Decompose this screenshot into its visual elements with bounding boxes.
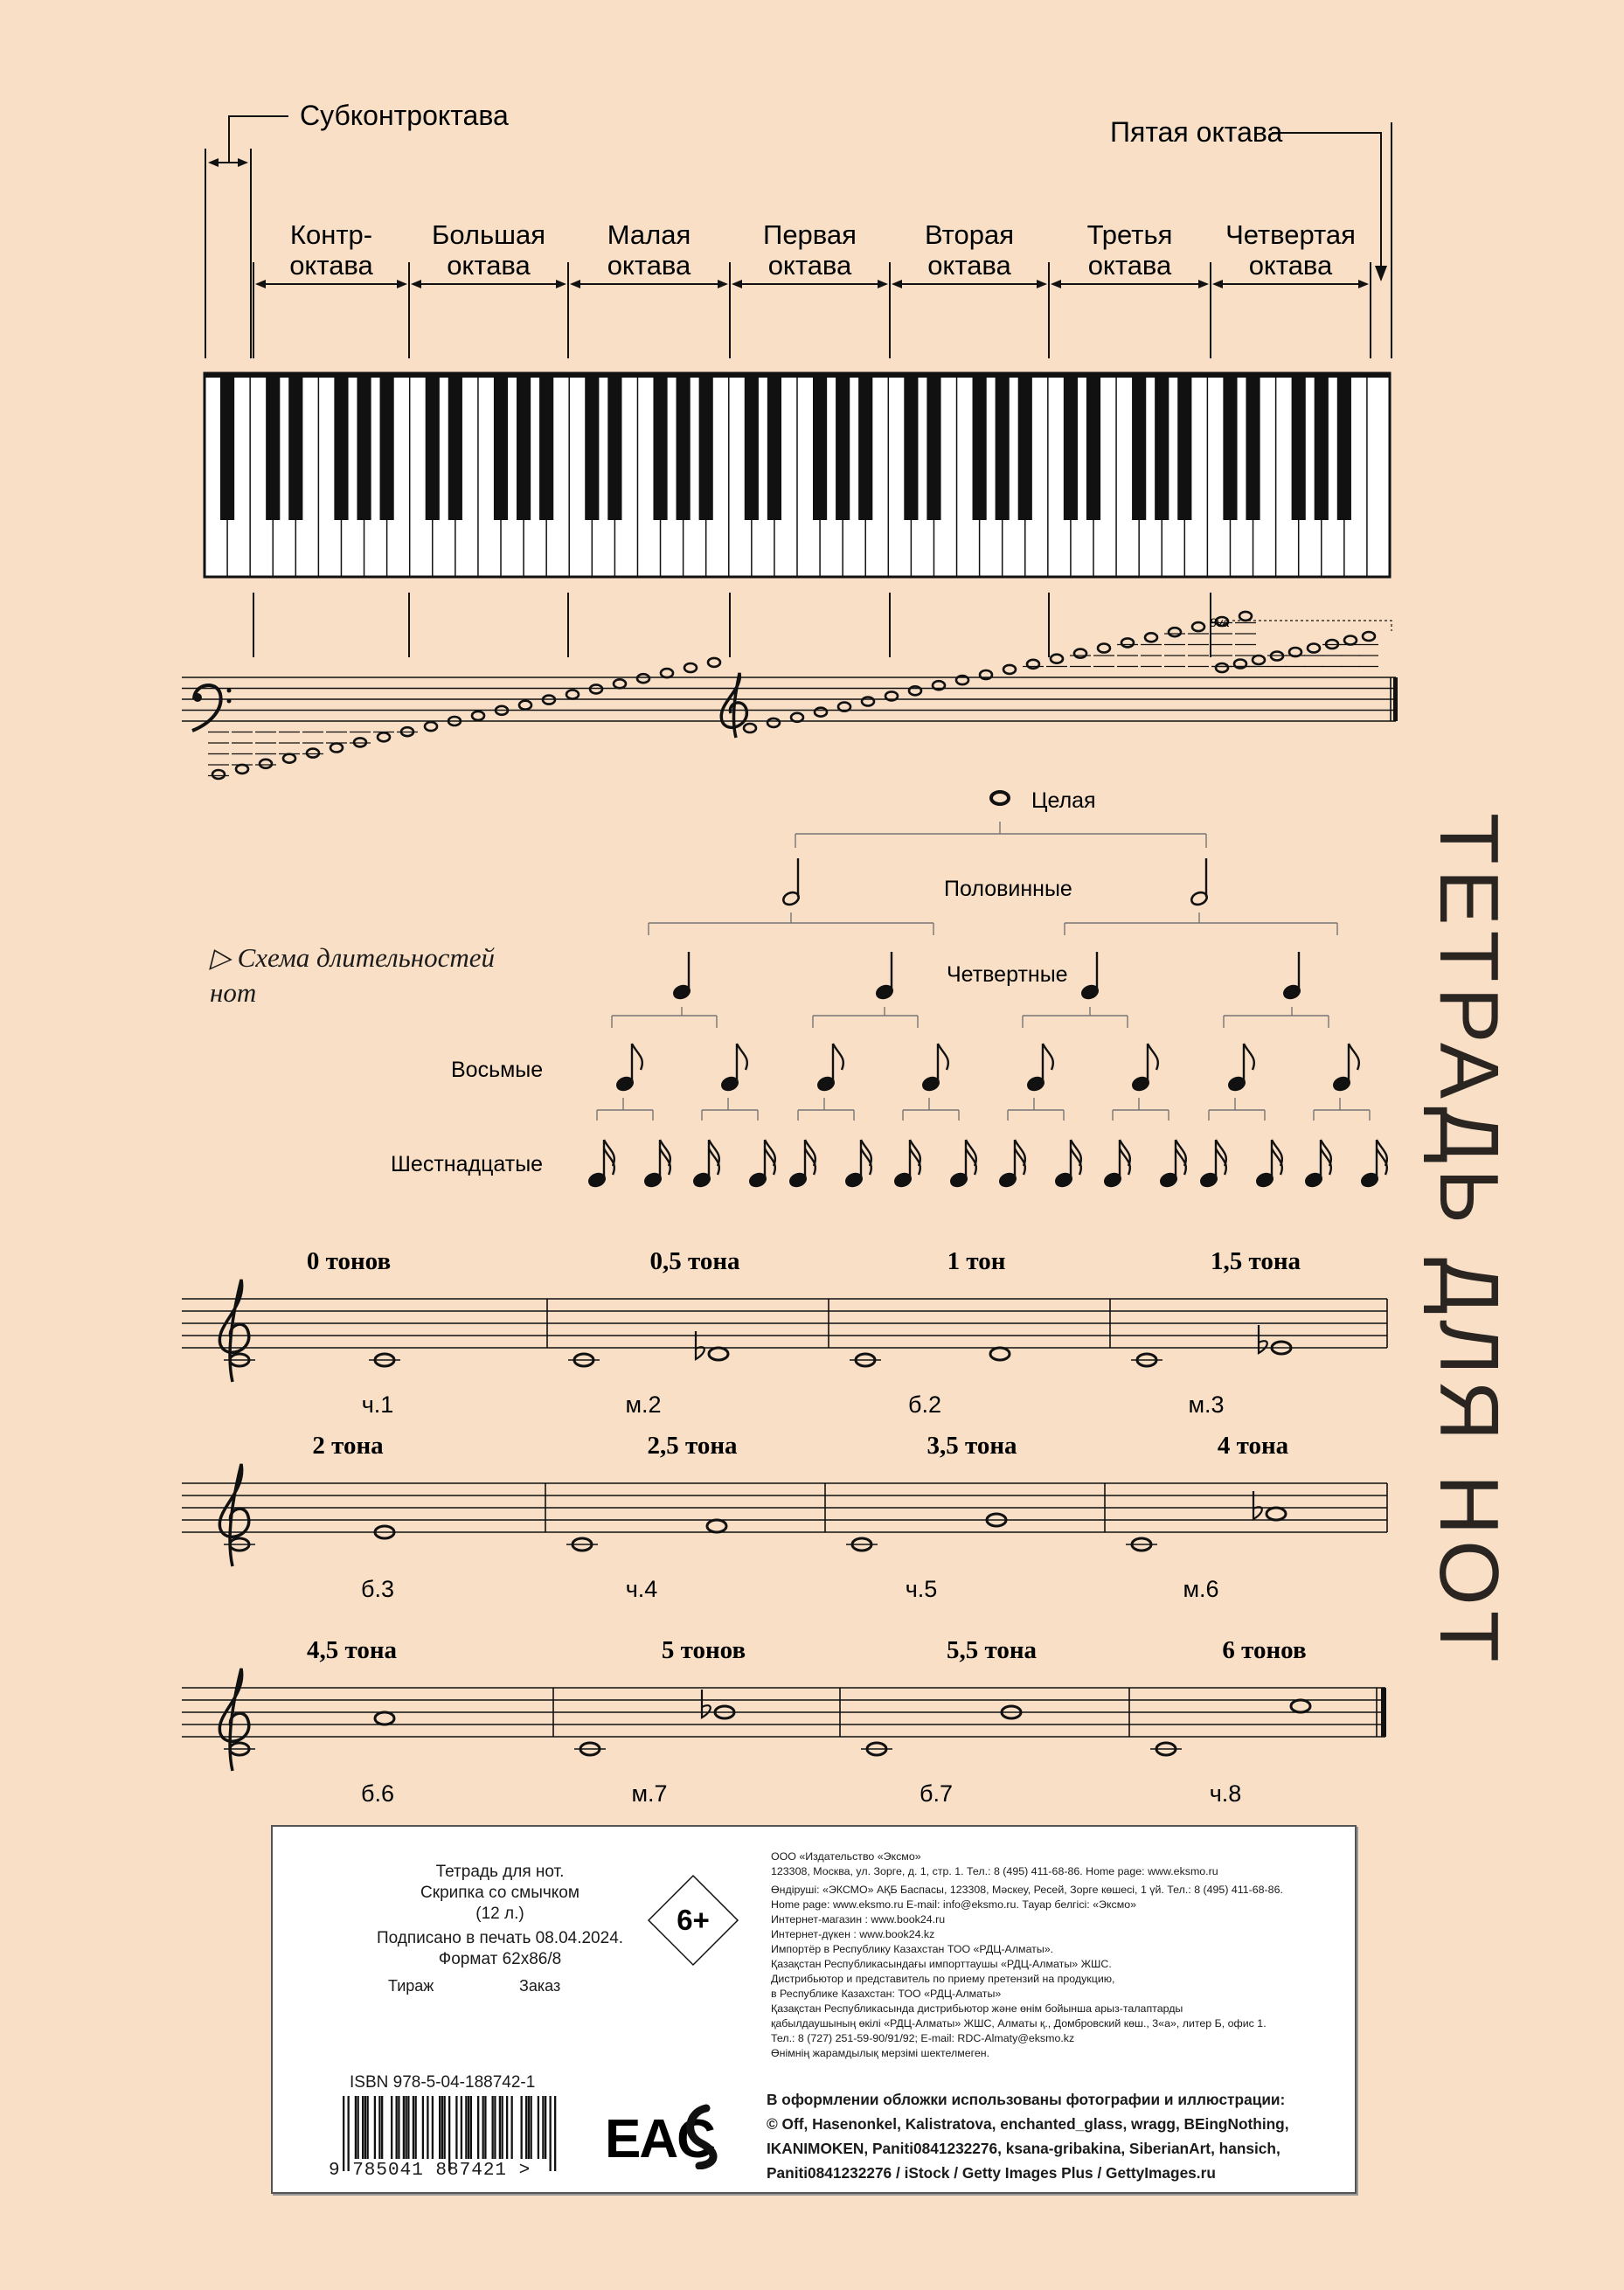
publisher-line: Импортёр в Республику Казахстан ТОО «РДЦ-Алматы». [771, 1943, 1054, 1955]
whole-note [1291, 1700, 1310, 1712]
black-key [996, 373, 1010, 520]
credits-line: В оформлении обложки использованы фотографии и иллюстрации: [767, 2091, 1286, 2108]
sixteenth-note-icon [1304, 1140, 1331, 1188]
sixteenth-note-icon [587, 1140, 614, 1188]
sixteenth-note-icon [949, 1140, 976, 1188]
arrowhead [1375, 266, 1387, 281]
barcode-bar [422, 2096, 424, 2159]
black-key [1246, 373, 1260, 520]
whole-note [472, 711, 484, 720]
barcode-bar [465, 2096, 467, 2159]
black-key [836, 373, 850, 520]
barcode-bar [413, 2096, 414, 2159]
flag [737, 1044, 747, 1070]
arrowhead [878, 280, 888, 288]
sixteenth-note-icon [1360, 1140, 1387, 1188]
whole-note [1121, 638, 1134, 647]
age-rating: 6+ [677, 1904, 710, 1936]
label-title-line2: Скрипка со смычком [420, 1884, 580, 1902]
whole-note [709, 1348, 728, 1360]
interval-size: 6 тонов [1222, 1636, 1307, 1664]
eighth-note-icon [1332, 1044, 1359, 1092]
arrowhead [397, 280, 407, 288]
sixteenth-note-icon [1103, 1140, 1130, 1188]
interval-name: ч.1 [361, 1391, 394, 1418]
interval-size: 5 тонов [661, 1636, 746, 1664]
sixteenth-label: Шестнадцатые [391, 1152, 544, 1176]
arrowhead [255, 280, 266, 288]
barcode-bar [521, 2096, 523, 2159]
whole-note [637, 674, 649, 683]
sixteenth-note-icon [844, 1140, 871, 1188]
barcode-bar [396, 2096, 398, 2159]
barcode-bar [427, 2096, 428, 2159]
barcode-bar [482, 2096, 484, 2159]
publisher-line: Дистрибьютор и представитель по приему претензий на продукцию, [771, 1973, 1115, 1985]
interval-name: м.7 [631, 1780, 668, 1807]
barcode-bar [538, 2096, 539, 2159]
barcode-bar [499, 2096, 501, 2159]
credits-line: © Off, Hasenonkel, Kalistratova, enchanted_glass, wragg, BEingNothing, [767, 2115, 1289, 2133]
publisher-line: Тел.: 8 (727) 251-59-90/91/92; E-mail: RDC-Almaty@eksmo.kz [771, 2032, 1075, 2044]
barcode-bar [545, 2096, 546, 2159]
barcode-bar [550, 2096, 552, 2171]
black-key [380, 373, 394, 520]
interval-size: 4,5 тона [306, 1636, 398, 1664]
octave-name: Большая [431, 219, 546, 250]
isbn: ISBN 978-5-04-188742-1 [350, 2073, 536, 2092]
credits-line: IKANIMOKEN, Paniti0841232276, ksana-gribakina, SiberianArt, hansich, [767, 2140, 1280, 2157]
scheme-title-line2: нот [210, 977, 257, 1008]
final-barline [1393, 677, 1398, 721]
whole-note [260, 760, 272, 768]
tirazh-label: Тираж [388, 1977, 434, 1995]
black-key [1315, 373, 1329, 520]
black-key [1064, 373, 1078, 520]
octave-name: октава [1087, 250, 1172, 281]
range-staff [182, 612, 1398, 779]
barcode-bar [455, 2096, 457, 2159]
publisher-line: Интернет-магазин : www.book24.ru [771, 1913, 946, 1926]
fifth-octave-label: Пятая октава [1110, 116, 1283, 148]
whole-note [862, 697, 874, 706]
sixteenth-note-icon [643, 1140, 670, 1188]
barcode-bar [492, 2096, 494, 2159]
interval-name: б.6 [361, 1780, 394, 1807]
whole-note [815, 708, 827, 717]
black-key [1337, 373, 1351, 520]
publisher-line: Өндіруші: «ЭКСМО» АҚБ Баспасы, 123308, Мәскеу, Ресей, Зорге көшесі, 1 үй. Тел.: 8 (495) 411-68-86. [771, 1884, 1283, 1896]
barcode-bar [528, 2096, 530, 2159]
publisher-line: в Республике Казахстан: ТОО «РДЦ-Алматы» [771, 1988, 1002, 2000]
arrowhead [238, 158, 248, 167]
barcode-bar [403, 2096, 405, 2159]
whole-note [708, 658, 720, 667]
octave-name: октава [927, 250, 1011, 281]
flat-sign-icon [1259, 1325, 1267, 1353]
interval-size: 1 тон [947, 1247, 1006, 1275]
whole-note [707, 1520, 726, 1532]
barcode-bar [362, 2096, 364, 2159]
spine-title: ТЕТРАДЬ ДЛЯ НОТ [1422, 813, 1516, 1668]
interval-size: 2,5 тона [647, 1432, 738, 1460]
whole-note [1363, 632, 1375, 641]
half-note-icon [781, 858, 801, 906]
whole-note [566, 690, 579, 699]
arrowhead [732, 280, 742, 288]
format: Формат 62х86/8 [438, 1950, 562, 1968]
black-key [517, 373, 531, 520]
black-key [927, 373, 940, 520]
black-key [539, 373, 553, 520]
sub-contra-label: Субконтроктава [300, 100, 509, 131]
sixteenth-note-icon [692, 1140, 719, 1188]
barcode-bar [444, 2096, 446, 2159]
whole-note [1027, 660, 1039, 669]
publisher-line: Home page: www.eksmo.ru E-mail: info@eksmo.ru. Тауар белгісі: «Эксмо» [771, 1898, 1137, 1911]
barcode-bar [439, 2096, 441, 2159]
barcode-bar [406, 2096, 407, 2159]
octave-name: октава [607, 250, 691, 281]
sixteenth-note-icon [1199, 1140, 1226, 1188]
black-key [266, 373, 280, 520]
black-key [448, 373, 462, 520]
whole-note [283, 754, 295, 763]
octave-name: октава [447, 250, 531, 281]
interval-size: 1,5 тона [1210, 1247, 1301, 1275]
bass-clef-dot [193, 693, 202, 702]
octave-name: Малая [607, 219, 691, 250]
quarter-note-icon [875, 952, 894, 1000]
octave-name: октава [1248, 250, 1333, 281]
label-title-line1: Тетрадь для нот. [435, 1863, 565, 1881]
publisher-line: ООО «Издательство «Эксмо» [771, 1850, 921, 1863]
arrowhead [1212, 280, 1223, 288]
barcode-bar [407, 2096, 409, 2159]
half-label: Половинные [944, 877, 1072, 901]
whole-note [1308, 644, 1320, 653]
whole-note [1192, 622, 1204, 631]
barcode-bar [374, 2096, 376, 2159]
flag [1349, 1044, 1359, 1070]
sixteenth-note-icon [1255, 1140, 1282, 1188]
black-key [677, 373, 691, 520]
sixteenth-note-icon [998, 1140, 1025, 1188]
piano-octave-diagram [0, 0, 1624, 787]
label-title-line3: (12 л.) [475, 1905, 524, 1923]
whole-note [425, 722, 437, 731]
black-key [745, 373, 759, 520]
sixteenth-note-icon [1159, 1140, 1186, 1188]
whole-note [614, 679, 626, 688]
imprint-label [271, 1825, 1357, 2194]
octave-name: Третья [1086, 219, 1173, 250]
final-barline [1381, 1688, 1386, 1737]
whole-note [1074, 649, 1086, 658]
sixteenth-note-icon [748, 1140, 775, 1188]
whole-note [590, 684, 602, 693]
whole-note [1003, 665, 1016, 674]
flag [1244, 1044, 1254, 1070]
eighth-note-icon [1026, 1044, 1053, 1092]
black-key [1086, 373, 1100, 520]
sixteenth-note-icon [788, 1140, 815, 1188]
interval-size: 5,5 тона [946, 1636, 1038, 1664]
barcode-bar [461, 2096, 462, 2159]
black-key [1018, 373, 1032, 520]
barcode-bar [542, 2096, 544, 2159]
quarter-label: Четвертные [947, 962, 1068, 987]
black-key [426, 373, 440, 520]
publisher-info [771, 1849, 1339, 2061]
flag [1043, 1044, 1053, 1070]
barcode-bar [554, 2096, 556, 2171]
barcode-bar [506, 2096, 508, 2159]
arrowhead [208, 158, 219, 167]
interval-name: б.3 [361, 1576, 394, 1602]
eighth-note-icon [921, 1044, 948, 1092]
octave-name: Четвертая [1225, 219, 1356, 250]
interval-name: м.6 [1183, 1576, 1219, 1602]
octave-name: Вторая [924, 219, 1015, 250]
quarter-note-icon [672, 952, 691, 1000]
publisher-line: 123308, Москва, ул. Зорге, д. 1, стр. 1. Тел.: 8 (495) 411-68-86. Home page: www.eksmo.ru [771, 1865, 1218, 1877]
barcode-bar [415, 2096, 417, 2159]
eighth-label: Восьмые [451, 1058, 544, 1082]
interval-staff-row [182, 1247, 1387, 1418]
whole-note [1169, 628, 1181, 636]
black-key [1223, 373, 1237, 520]
black-key [1155, 373, 1169, 520]
interval-staff-row [182, 1432, 1387, 1602]
interval-staff-row [182, 1636, 1386, 1807]
barcode-digits: 9 785041 887421 > [329, 2161, 531, 2181]
bass-clef-icon [192, 685, 221, 731]
arrowhead [718, 280, 728, 288]
black-key [357, 373, 371, 520]
sub-leader [229, 116, 288, 163]
arrowhead [892, 280, 902, 288]
barcode-bar [494, 2096, 496, 2159]
barcode-bar [357, 2096, 359, 2159]
barcode-bar [398, 2096, 399, 2159]
bass-clef-dot [227, 689, 232, 693]
interval-name: ч.8 [1209, 1780, 1242, 1807]
whole-note [1098, 644, 1110, 653]
whole-note [1145, 633, 1157, 642]
zakaz-label: Заказ [519, 1977, 561, 1995]
interval-name: м.2 [625, 1391, 662, 1418]
publisher-line: Интернет-дүкен : www.book24.kz [771, 1928, 935, 1940]
interval-size: 3,5 тона [927, 1432, 1017, 1460]
arrowhead [1051, 280, 1061, 288]
cover-credits [767, 2087, 1348, 2185]
black-key [813, 373, 827, 520]
interval-size: 2 тона [312, 1432, 384, 1460]
eighth-note-icon [1227, 1044, 1254, 1092]
whole-note [990, 1348, 1010, 1360]
flag [1148, 1044, 1158, 1070]
flat-sign-icon [702, 1690, 711, 1718]
flag [632, 1044, 642, 1070]
barcode-bar [484, 2096, 486, 2159]
black-key [904, 373, 918, 520]
arrowhead [570, 280, 580, 288]
publisher-line: Қазақстан Республикасындағы импорттаушы «РДЦ-Алматы» ЖШС. [771, 1958, 1112, 1970]
publisher-line: Өнімнің жарамдылық мерзімі шектелмеген. [771, 2047, 990, 2059]
bass-clef-dot [227, 699, 232, 704]
barcode-bar [525, 2096, 527, 2159]
quarter-note-icon [1282, 952, 1301, 1000]
whole-note [1051, 655, 1063, 663]
barcode-bar [378, 2096, 380, 2159]
eighth-note-icon [615, 1044, 642, 1092]
barcode-bar [381, 2096, 383, 2159]
octave-name: октава [767, 250, 852, 281]
octave-name: Контр- [289, 219, 373, 250]
barcode-bar [364, 2096, 366, 2159]
eac-text: EAC [605, 2109, 714, 2169]
whole-note [661, 669, 673, 677]
eighth-note-icon [1131, 1044, 1158, 1092]
eac-mark-icon [603, 2099, 734, 2169]
black-key [858, 373, 872, 520]
black-key [973, 373, 987, 520]
black-key [585, 373, 599, 520]
black-key [1132, 373, 1146, 520]
whole-note [1344, 636, 1357, 645]
barcode-bar [468, 2096, 469, 2159]
arrowhead [1358, 280, 1369, 288]
arrowhead [411, 280, 421, 288]
barcode-bar [470, 2096, 472, 2159]
barcode-bar [432, 2096, 434, 2159]
sixteenth-note-icon [1054, 1140, 1081, 1188]
interval-name: м.3 [1188, 1391, 1225, 1418]
ottava-bracket [1232, 621, 1392, 631]
quarter-note-icon [1080, 952, 1100, 1000]
eighth-note-icon [720, 1044, 747, 1092]
barcode-bar [531, 2096, 532, 2159]
interval-staves [0, 1224, 1624, 1818]
whole-note [375, 1712, 394, 1724]
ottava-mark: 8va [1210, 615, 1230, 629]
whole-note [378, 732, 390, 741]
black-key [767, 373, 781, 520]
interval-name: б.7 [920, 1780, 953, 1807]
whole-note [744, 724, 756, 732]
arrowhead [556, 280, 566, 288]
barcode-bar [511, 2096, 513, 2159]
barcode-bar [502, 2096, 503, 2159]
whole-note [767, 718, 780, 727]
octave-name: Первая [763, 219, 857, 250]
whole-note [519, 701, 531, 710]
arrowhead [1037, 280, 1047, 288]
black-key [699, 373, 713, 520]
interval-name: ч.5 [905, 1576, 938, 1602]
duration-scheme-title [210, 940, 495, 1010]
whole-note [684, 663, 697, 672]
black-key [288, 373, 302, 520]
whole-note [1267, 1508, 1286, 1520]
publisher-line: қабылдаушының өкілі «РДЦ-Алматы» ЖШС, Алматы қ., Домбровский көш., 3«а», литер Б, офис 1. [771, 2017, 1267, 2030]
interval-size: 0 тонов [306, 1247, 392, 1275]
whole-note [1253, 656, 1265, 664]
half-note-icon [1190, 858, 1209, 906]
age-rating-icon [647, 1874, 739, 1967]
signed-date: Подписано в печать 08.04.2024. [376, 1929, 624, 1947]
black-key [1177, 373, 1191, 520]
scheme-title-line1: ▷ Схема длительностей [210, 942, 496, 973]
interval-name: б.2 [908, 1391, 941, 1418]
flag [938, 1044, 948, 1070]
black-key [334, 373, 348, 520]
black-key [1292, 373, 1306, 520]
interval-size: 4 тона [1217, 1432, 1289, 1460]
barcode-bar [477, 2096, 479, 2159]
flag [833, 1044, 843, 1070]
whole-note [1239, 612, 1252, 621]
publisher-line: Қазақстан Республикасында дистрибьютор және өнім бойынша арыз-талаптарды [771, 2002, 1183, 2015]
whole-note-icon [991, 792, 1009, 804]
whole-note [330, 744, 343, 753]
octave-labels [205, 100, 1392, 358]
interval-name: ч.4 [625, 1576, 658, 1602]
barcode-bar [367, 2096, 369, 2159]
credits-line: Paniti0841232276 / iStock / Getty Images Plus / GettyImages.ru [767, 2164, 1216, 2182]
whole-note [1216, 663, 1228, 672]
black-key [607, 373, 621, 520]
octave-name: октава [289, 250, 373, 281]
black-key [220, 373, 234, 520]
eighth-note-icon [816, 1044, 843, 1092]
black-key [653, 373, 667, 520]
arrowhead [1198, 280, 1209, 288]
sixteenth-note-icon [893, 1140, 920, 1188]
barcode-bar [355, 2096, 357, 2159]
barcode-bar [391, 2096, 392, 2159]
interval-size: 0,5 тона [649, 1247, 740, 1275]
whole-label: Целая [1031, 788, 1096, 813]
barcode-bar [441, 2096, 443, 2159]
black-key [494, 373, 508, 520]
whole-note [307, 749, 319, 758]
